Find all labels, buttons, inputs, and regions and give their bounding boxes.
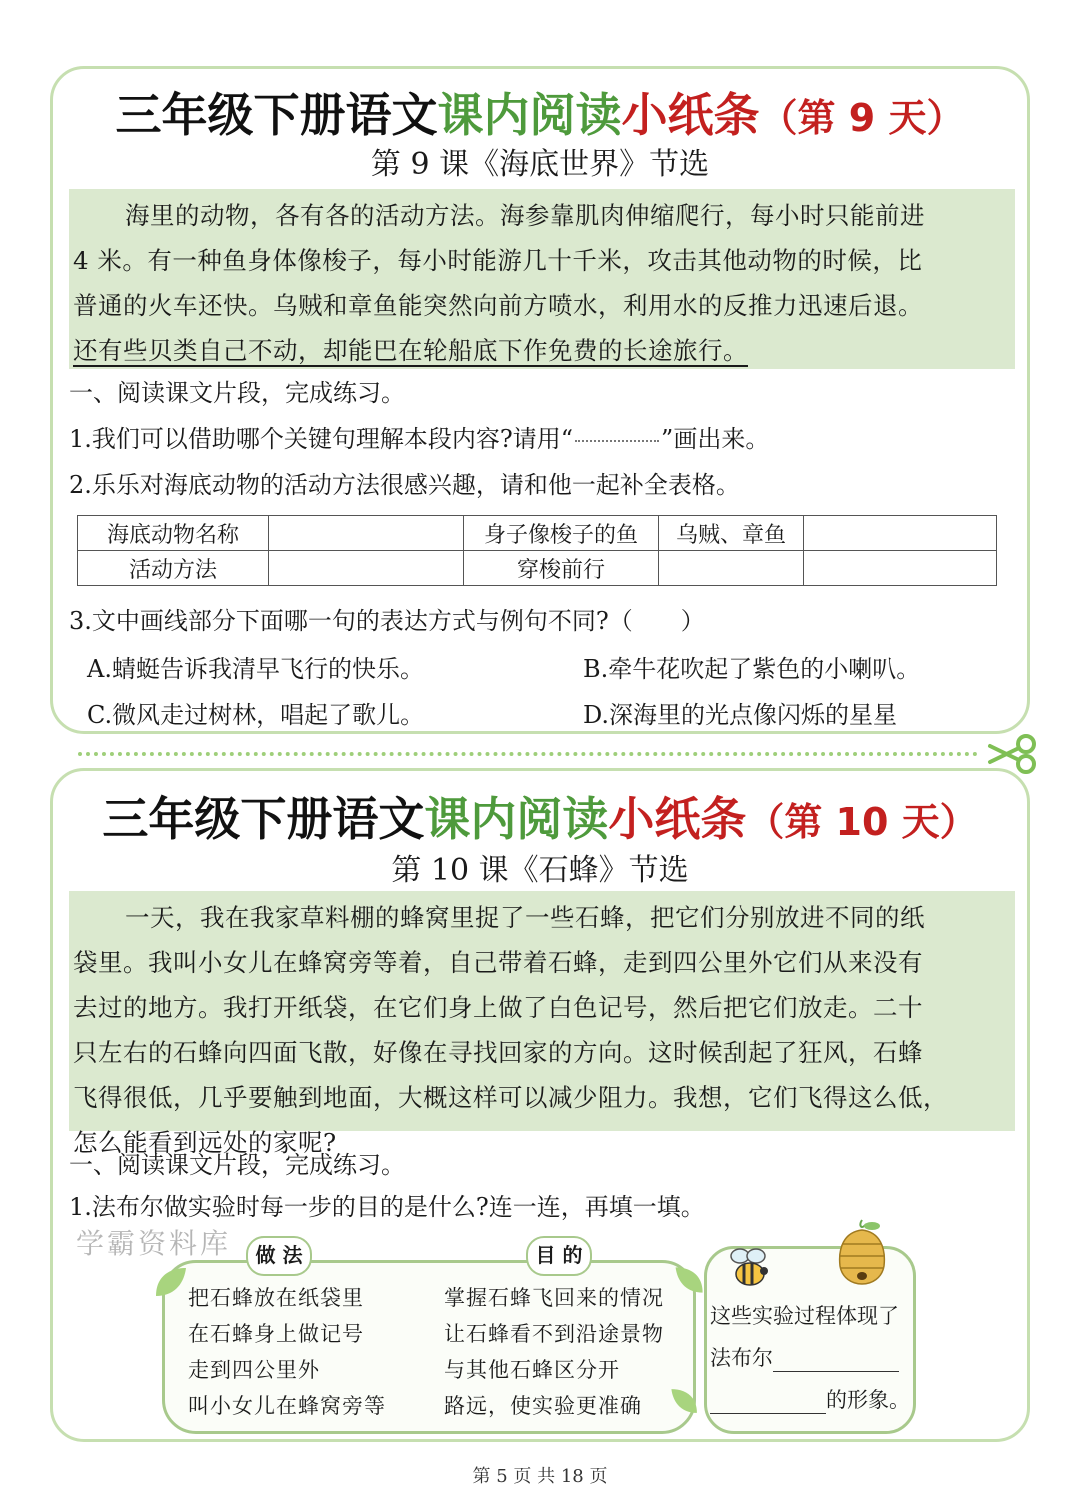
leaf-icon bbox=[672, 1262, 708, 1298]
passage-line: 飞得很低，几乎要触到地面，大概这样可以减少阻力。我想，它们飞得这么低， bbox=[73, 1083, 948, 1112]
option-c[interactable]: C.微风走过树林，唱起了歌儿。 bbox=[87, 701, 425, 729]
question-1 bbox=[69, 419, 769, 454]
table-blank-cell[interactable] bbox=[269, 516, 464, 551]
option-a[interactable]: A.蜻蜓告诉我清早飞行的快乐。 bbox=[87, 655, 424, 683]
leaf-icon bbox=[668, 1384, 702, 1418]
purpose-item[interactable]: 让石蜂看不到沿途景物 bbox=[444, 1322, 664, 1346]
method-item[interactable]: 叫小女儿在蜂窝旁等 bbox=[188, 1394, 386, 1418]
beehive-icon bbox=[832, 1218, 892, 1288]
conclusion-suffix: 的形象。 bbox=[826, 1388, 910, 1412]
method-header: 做 法 bbox=[246, 1236, 312, 1276]
title-grade: 三年级下册语文 bbox=[115, 88, 438, 142]
title-day: （第 9 天） bbox=[759, 96, 965, 140]
passage-line: 袋里。我叫小女儿在蜂窝旁等着，自己带着石蜂，走到四公里外它们从来没有 bbox=[73, 948, 923, 977]
question-1-text: 1.我们可以借助哪个关键句理解本段内容?请用“ bbox=[69, 425, 574, 453]
title-day: （第 10 天） bbox=[746, 800, 978, 844]
watermark: 学霸资料库 bbox=[76, 1227, 232, 1260]
animal-table bbox=[77, 515, 997, 586]
leaf-icon bbox=[150, 1262, 190, 1302]
method-item[interactable]: 走到四公里外 bbox=[188, 1358, 320, 1382]
cut-line bbox=[78, 752, 978, 756]
title-grade: 三年级下册语文 bbox=[102, 792, 425, 846]
table-blank-cell[interactable] bbox=[659, 551, 804, 586]
title-reading: 课内阅读 bbox=[424, 792, 609, 846]
bee-icon bbox=[726, 1246, 774, 1290]
reading-passage bbox=[69, 891, 1015, 1157]
title-note: 小纸条 bbox=[621, 88, 760, 142]
table-row bbox=[78, 551, 997, 586]
question-1: 1.法布尔做实验时每一步的目的是什么?连一连，再填一填。 bbox=[69, 1193, 705, 1221]
question-2: 2.乐乐对海底动物的活动方法很感兴趣，请和他一起补全表格。 bbox=[69, 471, 740, 499]
table-blank-cell[interactable] bbox=[269, 551, 464, 586]
conclusion-line-3 bbox=[710, 1384, 910, 1414]
card-title bbox=[53, 783, 1027, 849]
title-reading: 课内阅读 bbox=[437, 88, 622, 142]
passage-line: 怎么能看到远处的家呢? bbox=[73, 1128, 337, 1157]
reading-passage bbox=[69, 189, 1015, 369]
passage-line: 只左右的石蜂向四面飞散，好像在寻找回家的方向。这时候刮起了狂风，石蜂 bbox=[73, 1038, 923, 1067]
lesson-subtitle: 第 10 课《石蜂》节选 bbox=[391, 853, 689, 888]
question-1-text-end: ”画出来。 bbox=[661, 425, 770, 453]
passage-line: 海里的动物，各有各的活动方法。海参靠肌肉伸缩爬行，每小时只能前进 bbox=[125, 201, 925, 230]
passage-underlined-line: 还有些贝类自己不动，却能巴在轮船底下作免费的长途旅行。 bbox=[73, 336, 748, 365]
option-d[interactable]: D.深海里的光点像闪烁的星星 bbox=[583, 701, 898, 729]
table-blank-cell[interactable] bbox=[804, 551, 997, 586]
exercise-card-day9 bbox=[50, 66, 1030, 734]
purpose-item[interactable]: 与其他石蜂区分开 bbox=[444, 1358, 620, 1382]
question-3: 3.文中画线部分下面哪一句的表达方式与例句不同?（ ） bbox=[69, 607, 705, 635]
conclusion-line-1: 这些实验过程体现了 bbox=[710, 1304, 899, 1328]
section-heading: 一、阅读课文片段，完成练习。 bbox=[69, 379, 405, 407]
card-title bbox=[53, 79, 1027, 145]
table-header-cell: 活动方法 bbox=[78, 551, 269, 586]
method-item[interactable]: 在石蜂身上做记号 bbox=[188, 1322, 364, 1346]
lesson-subtitle: 第 9 课《海底世界》节选 bbox=[370, 147, 710, 182]
table-cell: 穿梭前行 bbox=[464, 551, 659, 586]
underline-wavy-blank bbox=[575, 440, 659, 442]
table-cell: 身子像梭子的鱼 bbox=[464, 516, 659, 551]
section-heading: 一、阅读课文片段，完成练习。 bbox=[69, 1151, 405, 1179]
passage-line: 4 米。有一种鱼身体像梭子，每小时能游几十千米，攻击其他动物的时候，比 bbox=[73, 246, 923, 275]
answer-blank[interactable] bbox=[773, 1349, 899, 1372]
table-cell: 乌贼、章鱼 bbox=[659, 516, 804, 551]
page-footer: 第 5 页 共 18 页 bbox=[472, 1466, 608, 1487]
table-row bbox=[78, 516, 997, 551]
purpose-item[interactable]: 路远，使实验更准确 bbox=[444, 1394, 642, 1418]
table-blank-cell[interactable] bbox=[804, 516, 997, 551]
purpose-item[interactable]: 掌握石蜂飞回来的情况 bbox=[444, 1286, 664, 1310]
passage-line: 一天，我在我家草料棚的蜂窝里捉了一些石蜂，把它们分别放进不同的纸 bbox=[125, 903, 925, 932]
answer-blank[interactable] bbox=[710, 1391, 826, 1414]
conclusion-line-2 bbox=[710, 1342, 899, 1372]
table-header-cell: 海底动物名称 bbox=[78, 516, 269, 551]
option-b[interactable]: B.牵牛花吹起了紫色的小喇叭。 bbox=[583, 655, 921, 683]
title-note: 小纸条 bbox=[608, 792, 747, 846]
method-item[interactable]: 把石蜂放在纸袋里 bbox=[188, 1286, 364, 1310]
passage-line: 普通的火车还快。乌贼和章鱼能突然向前方喷水，利用水的反推力迅速后退。 bbox=[73, 291, 923, 320]
passage-line: 去过的地方。我打开纸袋，在它们身上做了白色记号，然后把它们放走。二十 bbox=[73, 993, 923, 1022]
conclusion-subject: 法布尔 bbox=[710, 1346, 773, 1370]
purpose-header: 目 的 bbox=[526, 1236, 592, 1276]
